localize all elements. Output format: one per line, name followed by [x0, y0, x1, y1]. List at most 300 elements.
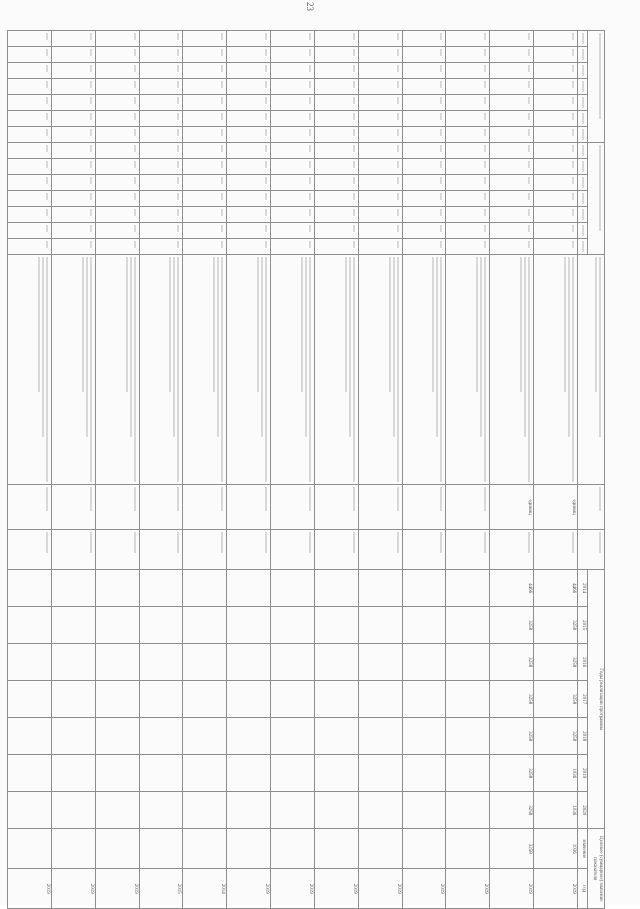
year-2020: 2020 — [578, 792, 588, 829]
year-value-cell: 3258 — [534, 644, 578, 681]
code-cell — [227, 79, 271, 95]
code-cell — [271, 79, 315, 95]
code-cell — [534, 207, 578, 223]
year-value-cell: 3258 — [534, 718, 578, 755]
code-cell — [490, 79, 534, 95]
year-value-cell — [51, 570, 95, 607]
year-value-cell — [183, 681, 227, 718]
code-cell — [95, 191, 139, 207]
code-cell — [8, 31, 52, 47]
year-value-cell — [402, 644, 446, 681]
indicator-description — [402, 255, 446, 485]
target-value-cell — [139, 829, 183, 869]
indicator-description — [271, 255, 315, 485]
unit-cell — [139, 485, 183, 530]
code-cell — [8, 111, 52, 127]
code-cell — [446, 207, 490, 223]
code-cell — [139, 31, 183, 47]
code-cell — [314, 191, 358, 207]
year-value-cell — [8, 644, 52, 681]
target-value-cell — [227, 829, 271, 869]
year-value-cell — [183, 570, 227, 607]
year-value-cell — [402, 755, 446, 792]
code-cell — [314, 239, 358, 255]
program-table — [7, 30, 605, 909]
unit-cell: единиц — [490, 485, 534, 530]
year-value-cell — [314, 755, 358, 792]
year-value-cell: 3258 — [490, 681, 534, 718]
code-cell — [8, 191, 52, 207]
code-cell — [271, 31, 315, 47]
code-cell — [358, 223, 402, 239]
actual-value-cell — [314, 530, 358, 570]
code-cell — [271, 127, 315, 143]
code-cell — [402, 47, 446, 63]
year-value-cell — [271, 644, 315, 681]
code-cell — [139, 127, 183, 143]
code-cell — [271, 191, 315, 207]
code-cell — [358, 31, 402, 47]
code-cell — [51, 47, 95, 63]
year-value-cell — [8, 681, 52, 718]
year-value-cell — [446, 755, 490, 792]
code-cell — [314, 63, 358, 79]
unit-cell — [314, 485, 358, 530]
header-value: значение — [578, 829, 588, 869]
year-value-cell — [139, 570, 183, 607]
year-value-cell — [183, 792, 227, 829]
code-cell — [8, 47, 52, 63]
actual-value-cell — [227, 530, 271, 570]
code-cell — [227, 175, 271, 191]
header-year: год — [578, 869, 588, 909]
code-cell — [271, 47, 315, 63]
table-header-top — [588, 31, 605, 909]
code-cell — [271, 207, 315, 223]
code-cell — [490, 47, 534, 63]
indicator-description — [139, 255, 183, 485]
unit-cell — [358, 485, 402, 530]
code-cell — [314, 223, 358, 239]
code-cell — [51, 191, 95, 207]
code-cell — [490, 95, 534, 111]
code-cell — [183, 223, 227, 239]
year-value-cell — [358, 755, 402, 792]
code-cell — [51, 223, 95, 239]
code-cell — [227, 127, 271, 143]
code-cell — [402, 79, 446, 95]
code-cell — [51, 111, 95, 127]
target-value-cell — [358, 829, 402, 869]
code-cell — [95, 47, 139, 63]
code-cell — [534, 159, 578, 175]
code-cell — [139, 47, 183, 63]
year-value-cell — [227, 570, 271, 607]
code-cell — [358, 95, 402, 111]
code-cell — [271, 95, 315, 111]
code-cell — [271, 159, 315, 175]
year-value-cell — [314, 718, 358, 755]
year-value-cell — [139, 792, 183, 829]
year-value-cell — [314, 681, 358, 718]
code-cell — [51, 239, 95, 255]
code-cell — [8, 223, 52, 239]
year-2014: 2014 — [578, 570, 588, 607]
table-row — [95, 31, 139, 909]
year-value-cell: 4466 — [490, 570, 534, 607]
code-cell — [534, 63, 578, 79]
year-value-cell — [314, 792, 358, 829]
code-cell — [95, 127, 139, 143]
target-value-cell — [402, 829, 446, 869]
code-cell — [8, 239, 52, 255]
year-value-cell — [227, 718, 271, 755]
year-value-cell — [51, 607, 95, 644]
year-value-cell — [446, 607, 490, 644]
target-value-cell — [446, 829, 490, 869]
code-cell — [8, 207, 52, 223]
target-year-cell: 2019 — [402, 869, 446, 909]
year-value-cell — [314, 607, 358, 644]
code-cell — [358, 239, 402, 255]
code-cell — [139, 95, 183, 111]
year-2015: 2015 — [578, 607, 588, 644]
table-row — [534, 31, 578, 909]
code-cell — [139, 159, 183, 175]
target-value-cell — [183, 829, 227, 869]
indicator-description — [358, 255, 402, 485]
code-cell — [227, 239, 271, 255]
year-value-cell — [183, 718, 227, 755]
target-year-cell: 2019 — [534, 869, 578, 909]
code-cell — [358, 207, 402, 223]
code-cell — [314, 111, 358, 127]
year-value-cell: 1036 — [534, 755, 578, 792]
code-cell — [314, 143, 358, 159]
year-value-cell — [358, 644, 402, 681]
code-cell — [446, 111, 490, 127]
code-cell — [95, 63, 139, 79]
table-row — [51, 31, 95, 909]
actual-value-cell — [490, 530, 534, 570]
target-year-cell: 2019 — [358, 869, 402, 909]
year-value-cell — [271, 681, 315, 718]
year-value-cell — [446, 644, 490, 681]
code-cell — [8, 143, 52, 159]
year-value-cell — [227, 681, 271, 718]
unit-cell — [8, 485, 52, 530]
code-cell — [490, 239, 534, 255]
year-value-cell — [183, 755, 227, 792]
indicator-description — [446, 255, 490, 485]
target-value-cell — [314, 829, 358, 869]
code-cell — [314, 127, 358, 143]
code-cell — [534, 175, 578, 191]
actual-value-cell — [358, 530, 402, 570]
code-cell — [314, 175, 358, 191]
code-cell — [446, 223, 490, 239]
target-year-cell: 2019 — [271, 869, 315, 909]
unit-cell: единиц — [534, 485, 578, 530]
code-cell — [446, 63, 490, 79]
code-cell — [402, 239, 446, 255]
year-value-cell — [358, 607, 402, 644]
year-value-cell — [358, 570, 402, 607]
year-value-cell — [8, 755, 52, 792]
indicator-description — [227, 255, 271, 485]
code-cell — [358, 63, 402, 79]
year-value-cell — [95, 755, 139, 792]
year-value-cell — [139, 718, 183, 755]
code-cell — [446, 239, 490, 255]
code-cell — [139, 207, 183, 223]
code-cell — [402, 63, 446, 79]
year-value-cell — [51, 755, 95, 792]
code-cell — [314, 95, 358, 111]
code-cell — [227, 31, 271, 47]
indicator-description — [8, 255, 52, 485]
code-cell — [95, 79, 139, 95]
code-cell — [446, 95, 490, 111]
code-cell — [227, 47, 271, 63]
code-cell — [8, 127, 52, 143]
code-cell — [490, 63, 534, 79]
code-cell — [358, 79, 402, 95]
code-cell — [227, 159, 271, 175]
code-cell — [183, 191, 227, 207]
unit-cell — [446, 485, 490, 530]
table-row — [139, 31, 183, 909]
code-cell — [534, 143, 578, 159]
year-value-cell — [271, 607, 315, 644]
year-value-cell: 1036 — [534, 792, 578, 829]
indicator-description — [183, 255, 227, 485]
year-value-cell — [271, 718, 315, 755]
code-cell — [51, 95, 95, 111]
code-cell — [490, 175, 534, 191]
year-value-cell: 4466 — [534, 570, 578, 607]
code-cell — [51, 63, 95, 79]
target-year-cell: 2019 — [8, 869, 52, 909]
table-row — [183, 31, 227, 909]
code-cell — [446, 79, 490, 95]
code-cell — [402, 159, 446, 175]
code-cell — [490, 191, 534, 207]
code-cell — [139, 143, 183, 159]
year-value-cell — [271, 755, 315, 792]
indicator-description — [314, 255, 358, 485]
table-row — [227, 31, 271, 909]
code-cell — [534, 223, 578, 239]
code-cell — [183, 143, 227, 159]
year-value-cell — [139, 644, 183, 681]
code-cell — [490, 159, 534, 175]
code-cell — [402, 191, 446, 207]
code-cell — [446, 31, 490, 47]
code-cell — [402, 223, 446, 239]
code-cell — [402, 207, 446, 223]
year-value-cell — [446, 792, 490, 829]
code-cell — [183, 175, 227, 191]
actual-value-cell — [271, 530, 315, 570]
unit-cell — [95, 485, 139, 530]
year-value-cell — [402, 607, 446, 644]
code-cell — [358, 47, 402, 63]
target-value-cell — [8, 829, 52, 869]
year-value-cell — [8, 792, 52, 829]
code-cell — [446, 143, 490, 159]
year-2019: 2019 — [578, 755, 588, 792]
year-value-cell — [51, 681, 95, 718]
year-value-cell — [95, 644, 139, 681]
code-cell — [51, 143, 95, 159]
target-value-cell — [271, 829, 315, 869]
code-cell — [490, 127, 534, 143]
actual-value-cell — [51, 530, 95, 570]
year-value-cell — [95, 792, 139, 829]
code-cell — [95, 159, 139, 175]
year-value-cell — [227, 607, 271, 644]
year-value-cell: 3258 — [490, 792, 534, 829]
code-cell — [51, 207, 95, 223]
actual-value-cell — [534, 530, 578, 570]
code-cell — [8, 63, 52, 79]
code-cell — [534, 239, 578, 255]
year-value-cell — [446, 681, 490, 718]
year-value-cell — [95, 718, 139, 755]
table-body — [8, 31, 578, 909]
code-cell — [271, 239, 315, 255]
code-cell — [95, 223, 139, 239]
table-row — [8, 31, 52, 909]
year-value-cell — [314, 644, 358, 681]
indicator-description — [534, 255, 578, 485]
code-cell — [95, 239, 139, 255]
unit-cell — [183, 485, 227, 530]
year-value-cell: 3258 — [490, 607, 534, 644]
year-value-cell — [446, 570, 490, 607]
code-cell — [183, 207, 227, 223]
code-cell — [183, 79, 227, 95]
code-cell — [271, 143, 315, 159]
code-cell — [183, 95, 227, 111]
table-row — [358, 31, 402, 909]
year-value-cell: 3258 — [490, 755, 534, 792]
code-cell — [183, 31, 227, 47]
code-cell — [95, 95, 139, 111]
actual-value-cell — [8, 530, 52, 570]
code-cell — [183, 239, 227, 255]
target-year-cell: 2019 — [446, 869, 490, 909]
code-cell — [446, 159, 490, 175]
code-cell — [490, 111, 534, 127]
code-cell — [139, 79, 183, 95]
code-cell — [314, 47, 358, 63]
unit-cell — [271, 485, 315, 530]
code-cell — [534, 31, 578, 47]
code-cell — [227, 95, 271, 111]
indicator-description — [51, 255, 95, 485]
year-value-cell — [51, 718, 95, 755]
actual-value-cell — [402, 530, 446, 570]
year-value-cell — [139, 755, 183, 792]
year-value-cell — [8, 570, 52, 607]
year-value-cell — [139, 607, 183, 644]
code-cell — [51, 127, 95, 143]
code-cell — [358, 159, 402, 175]
code-cell — [534, 95, 578, 111]
code-cell — [534, 47, 578, 63]
year-2018: 2018 — [578, 718, 588, 755]
code-cell — [183, 159, 227, 175]
code-cell — [183, 111, 227, 127]
code-cell — [490, 31, 534, 47]
code-cell — [139, 191, 183, 207]
code-cell — [183, 127, 227, 143]
code-cell — [402, 111, 446, 127]
table-row — [446, 31, 490, 909]
year-value-cell — [402, 570, 446, 607]
code-cell — [227, 111, 271, 127]
code-cell — [446, 175, 490, 191]
code-cell — [402, 175, 446, 191]
table-row — [490, 31, 534, 909]
year-value-cell — [183, 644, 227, 681]
code-cell — [446, 191, 490, 207]
code-cell — [446, 47, 490, 63]
code-cell — [271, 175, 315, 191]
actual-value-cell — [139, 530, 183, 570]
code-cell — [314, 207, 358, 223]
year-value-cell — [271, 570, 315, 607]
year-value-cell: 3258 — [534, 607, 578, 644]
year-value-cell — [358, 718, 402, 755]
code-cell — [402, 31, 446, 47]
code-cell — [358, 143, 402, 159]
table-row — [271, 31, 315, 909]
year-value-cell — [358, 681, 402, 718]
code-cell — [358, 191, 402, 207]
year-value-cell — [314, 570, 358, 607]
year-value-cell — [402, 681, 446, 718]
target-year-cell: 2019 — [227, 869, 271, 909]
indicator-description — [490, 255, 534, 485]
unit-cell — [51, 485, 95, 530]
page-number: 23 — [305, 2, 315, 11]
code-cell — [358, 127, 402, 143]
code-cell — [51, 175, 95, 191]
code-cell — [402, 127, 446, 143]
year-value-cell: 3258 — [534, 681, 578, 718]
code-cell — [227, 207, 271, 223]
code-cell — [95, 175, 139, 191]
code-cell — [8, 79, 52, 95]
year-value-cell — [95, 607, 139, 644]
code-cell — [51, 31, 95, 47]
year-value-cell — [95, 570, 139, 607]
code-cell — [95, 31, 139, 47]
year-value-cell — [227, 644, 271, 681]
code-cell — [95, 143, 139, 159]
target-value-cell: 1036 — [534, 829, 578, 869]
unit-cell — [227, 485, 271, 530]
code-cell — [139, 239, 183, 255]
code-cell — [490, 207, 534, 223]
code-cell — [139, 111, 183, 127]
code-cell — [534, 111, 578, 127]
code-cell — [227, 63, 271, 79]
code-cell — [95, 111, 139, 127]
